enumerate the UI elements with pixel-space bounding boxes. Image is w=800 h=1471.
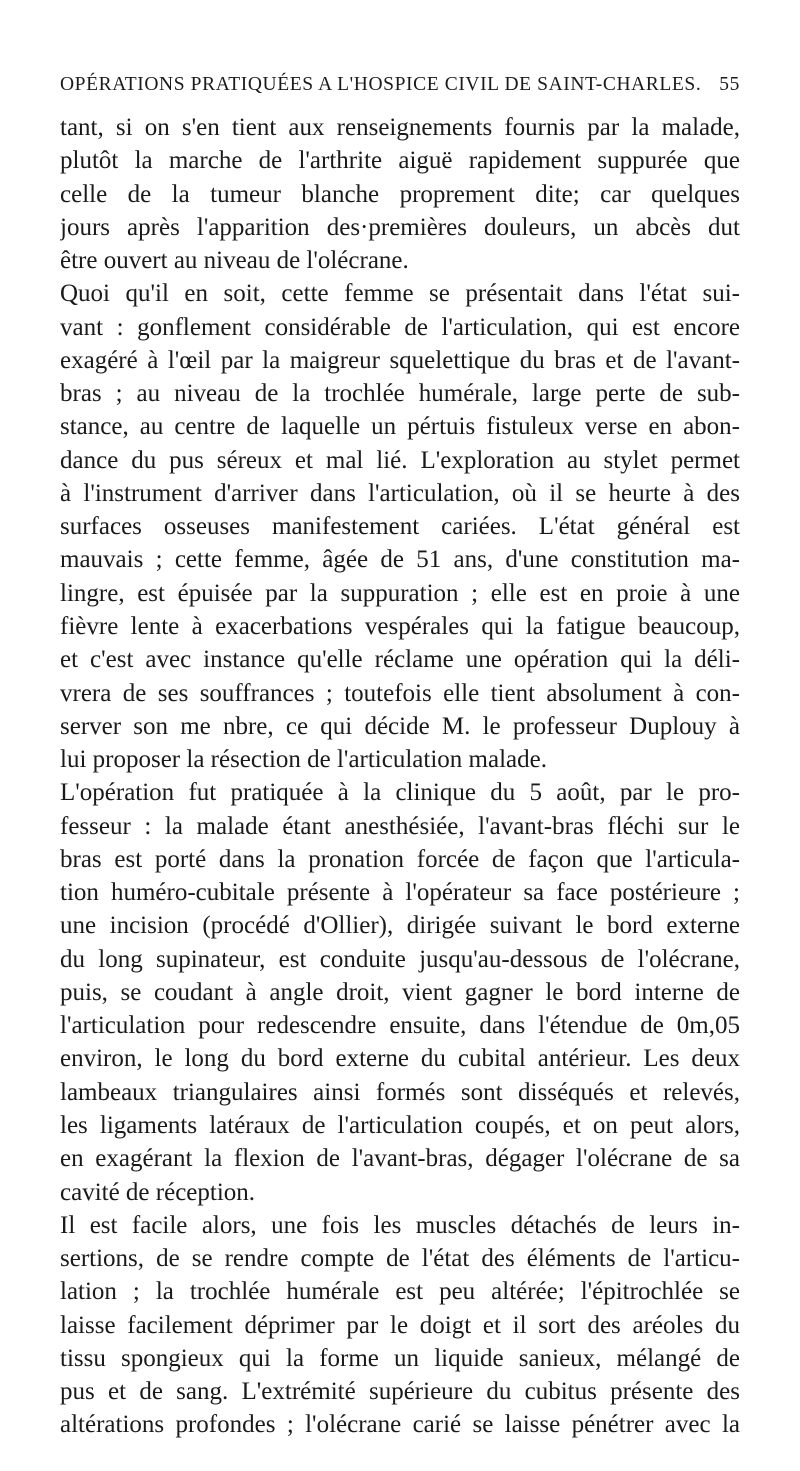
text-line: celle de la tumeur blanche proprement dite; car quelques xyxy=(60,180,740,208)
running-title: OPÉRATIONS PRATIQUÉES A L'HOSPICE CIVIL DE SAINT-CHARLES. xyxy=(60,74,702,95)
page-number: 55 xyxy=(719,74,740,95)
text-line: jours après l'apparition des·premières douleurs, un abcès dut xyxy=(60,213,740,241)
text-line: fesseur : la malade étant anesthésiée, l'avant-bras fléchi sur le xyxy=(60,812,740,840)
text-line: lui proposer la résection de l'articulation malade. xyxy=(60,746,547,774)
text-line: en exagérant la flexion de l'avant-bras, dégager l'olécrane de sa xyxy=(60,1145,740,1173)
text-line: tion huméro-cubitale présente à l'opérateur sa face postérieure ; xyxy=(60,879,740,907)
text-line: vant : gonflement considérable de l'articulation, qui est encore xyxy=(60,313,740,341)
text-line: environ, le long du bord externe du cubital antérieur. Les deux xyxy=(60,1045,740,1073)
text-line: Il est facile alors, une fois les muscles détachés de leurs in- xyxy=(60,1211,740,1239)
text-line: puis, se coudant à angle droit, vient gagner le bord interne de xyxy=(60,978,740,1006)
running-header xyxy=(60,74,740,104)
text-line: bras est porté dans la pronation forcée de façon que l'articula- xyxy=(60,845,740,873)
text-line: tant, si on s'en tient aux renseignements fournis par la malade, xyxy=(60,114,740,141)
text-line: mauvais ; cette femme, âgée de 51 ans, d'une constitution ma- xyxy=(60,546,740,574)
text-line: exagéré à l'œil par la maigreur squelettique du bras et de l'avant- xyxy=(60,346,740,374)
text-line: et c'est avec instance qu'elle réclame une opération qui la déli- xyxy=(60,646,740,674)
text-line: vrera de ses souffrances ; toutefois elle tient absolument à con- xyxy=(60,679,740,707)
text-line: lambeaux triangulaires ainsi formés sont disséqués et relevés, xyxy=(60,1078,740,1106)
text-line: une incision (procédé d'Ollier), dirigée suivant le bord externe xyxy=(60,912,740,940)
text-line: server son me nbre, ce qui décide M. le professeur Duplouy à xyxy=(60,712,740,740)
text-line: être ouvert au niveau de l'olécrane. xyxy=(60,247,409,275)
text-line: stance, au centre de laquelle un pértuis fistuleux verse en abon- xyxy=(60,413,740,441)
body-text xyxy=(60,111,740,1442)
text-line: laisse facilement déprimer par le doigt et il sort des aréoles du xyxy=(60,1311,740,1339)
text-line: l'articulation pour redescendre ensuite, dans l'étendue de 0m,05 xyxy=(60,1012,740,1040)
text-line: pus et de sang. L'extrémité supérieure du cubitus présente des xyxy=(60,1378,740,1406)
text-line: les ligaments latéraux de l'articulation coupés, et on peut alors, xyxy=(60,1111,740,1139)
text-line: du long supinateur, est conduite jusqu'au-dessous de l'olécrane, xyxy=(60,945,740,973)
text-line: lingre, est épuisée par la suppuration ; elle est en proie à une xyxy=(60,579,740,607)
text-line: cavité de réception. xyxy=(60,1178,256,1206)
text-line: surfaces osseuses manifestement cariées. L'état général est xyxy=(60,513,740,541)
text-line: à l'instrument d'arriver dans l'articulation, où il se heurte à des xyxy=(60,479,740,507)
text-line: bras ; au niveau de la trochlée humérale, large perte de sub- xyxy=(60,380,740,408)
text-line: plutôt la marche de l'arthrite aiguë rapidement suppurée que xyxy=(60,147,740,175)
text-line: dance du pus séreux et mal lié. L'exploration au stylet permet xyxy=(60,446,740,474)
text-line: altérations profondes ; l'olécrane carié se laisse pénétrer avec la xyxy=(60,1411,740,1439)
text-line: lation ; la trochlée humérale est peu altérée; l'épitrochlée se xyxy=(60,1278,740,1306)
text-line: tissu spongieux qui la forme un liquide sanieux, mélangé de xyxy=(60,1344,740,1372)
text-line: fièvre lente à exacerbations vespérales qui la fatigue beaucoup, xyxy=(60,612,740,640)
text-line: Quoi qu'il en soit, cette femme se présentait dans l'état sui- xyxy=(60,280,740,308)
text-line: sertions, de se rendre compte de l'état des éléments de l'articu- xyxy=(60,1245,740,1273)
text-line: L'opération fut pratiquée à la clinique du 5 août, par le pro- xyxy=(60,779,740,807)
